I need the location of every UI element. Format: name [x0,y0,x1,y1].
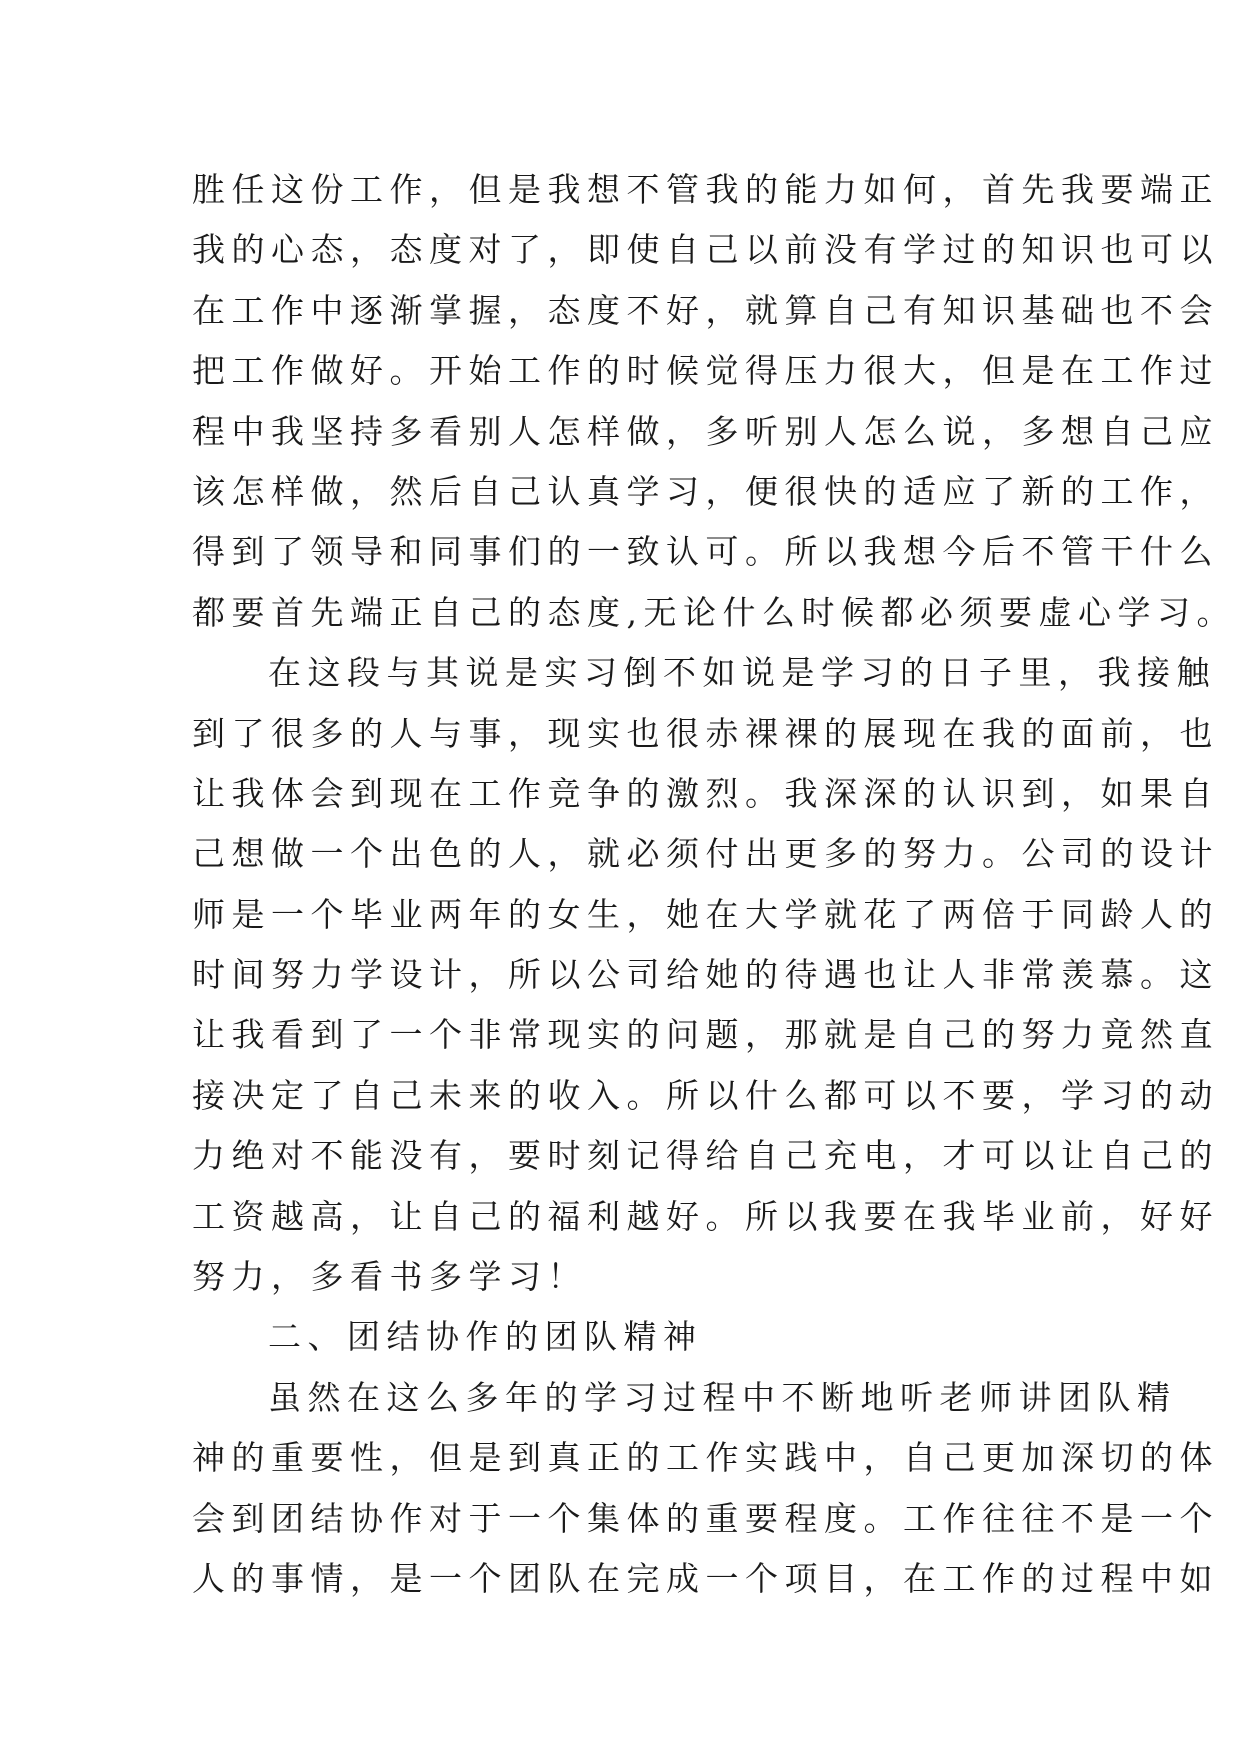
section-heading: 二、团结协作的团队精神 [268,1317,703,1357]
text-line: 接决定了自己未来的收入。所以什么都可以不要，学习的动 [192,1075,1219,1115]
text-line: 都要首先端正自己的态度,无论什么时候都必须要虚心学习。 [192,592,1236,632]
text-line: 师是一个毕业两年的女生，她在大学就花了两倍于同龄人的 [192,894,1219,934]
paragraph-first-line: 在这段与其说是实习倒不如说是学习的日子里，我接触 [268,653,1216,693]
paragraph-first-line: 虽然在这么多年的学习过程中不断地听老师讲团队精 [268,1377,1177,1417]
text-line: 到了很多的人与事，现实也很赤裸裸的展现在我的面前，也 [192,713,1219,753]
text-line: 得到了领导和同事们的一致认可。所以我想今后不管干什么 [192,532,1219,572]
text-line: 程中我坚持多看别人怎样做，多听别人怎么说，多想自己应 [192,411,1219,451]
text-line: 在工作中逐渐掌握，态度不好，就算自己有知识基础也不会 [192,290,1219,330]
text-line: 让我看到了一个非常现实的问题，那就是自己的努力竟然直 [192,1015,1219,1055]
text-line: 神的重要性，但是到真正的工作实践中，自己更加深切的体 [192,1438,1219,1478]
text-line: 人的事情，是一个团队在完成一个项目，在工作的过程中如 [192,1558,1219,1598]
text-line: 胜任这份工作，但是我想不管我的能力如何，首先我要端正 [192,170,1219,209]
text-line: 会到团结协作对于一个集体的重要程度。工作往往不是一个 [192,1498,1219,1538]
text-line: 努力，多看书多学习！ [192,1257,587,1297]
text-line: 把工作做好。开始工作的时候觉得压力很大，但是在工作过 [192,351,1219,391]
text-line: 该怎样做，然后自己认真学习，便很快的适应了新的工作， [192,471,1219,511]
text-line: 我的心态，态度对了，即使自己以前没有学过的知识也可以 [192,230,1219,270]
text-line: 力绝对不能没有，要时刻记得给自己充电，才可以让自己的 [192,1136,1219,1176]
body-text [192,160,1236,1609]
text-line: 时间努力学设计，所以公司给她的待遇也让人非常羡慕。这 [192,955,1219,995]
text-line: 己想做一个出色的人，就必须付出更多的努力。公司的设计 [192,834,1219,874]
text-line: 让我体会到现在工作竞争的激烈。我深深的认识到，如果自 [192,773,1219,813]
text-line: 工资越高，让自己的福利越好。所以我要在我毕业前，好好 [192,1196,1219,1236]
